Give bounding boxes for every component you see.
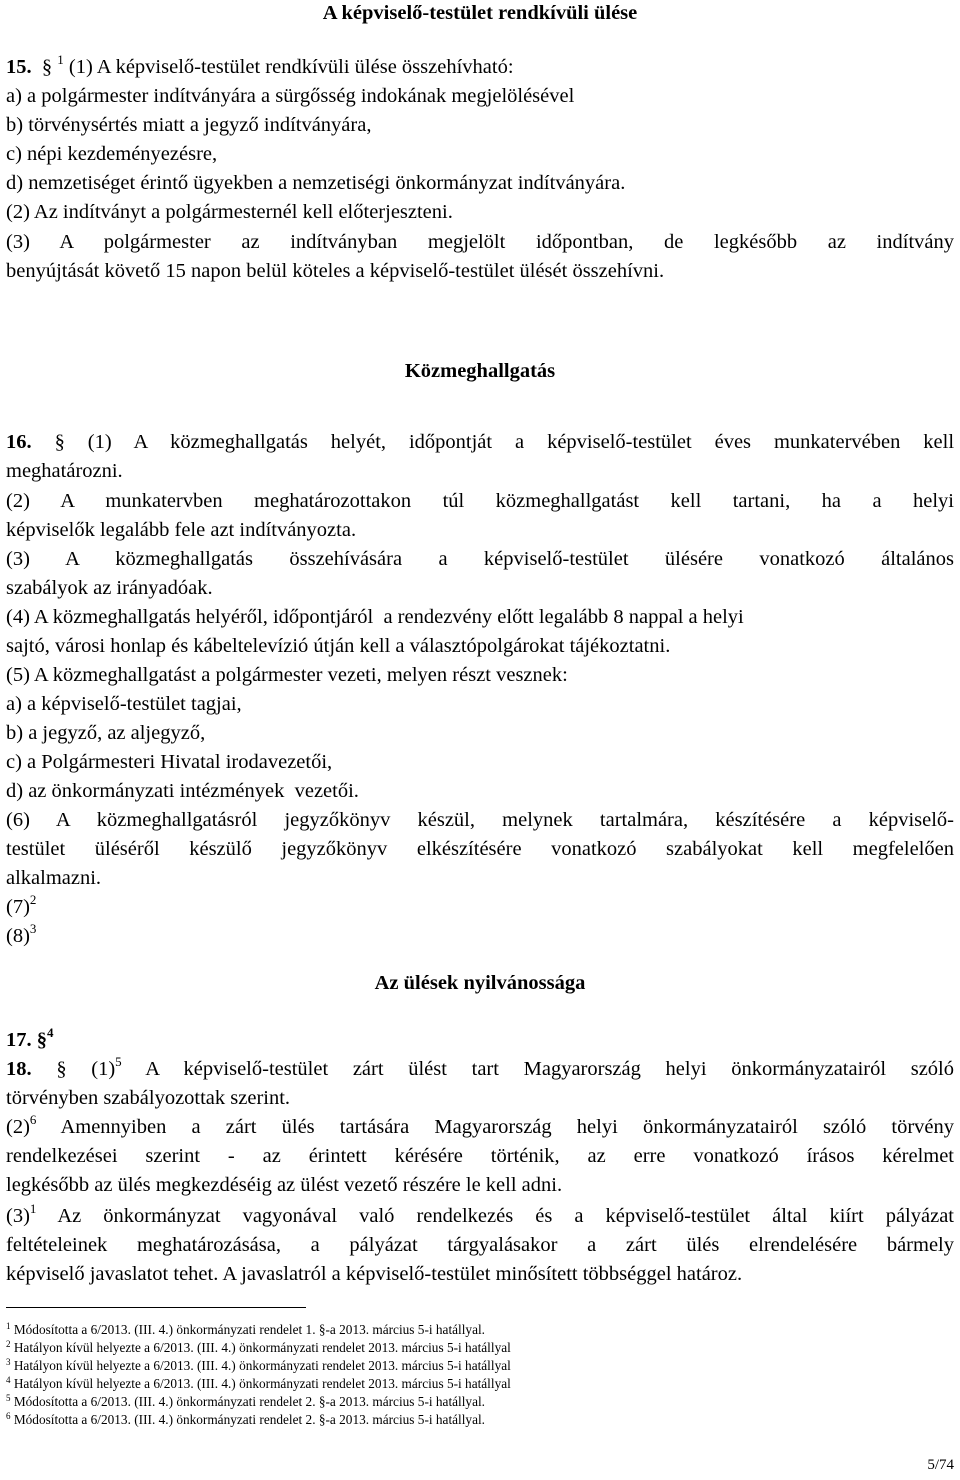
para-1-label: (1) xyxy=(91,1058,116,1080)
section-15-item-a: a) a polgármester indítványára a sürgősség indokának megjelölésével xyxy=(6,85,575,107)
footnote-ref-1[interactable]: 1 xyxy=(29,1203,37,1216)
section-18-para-3 xyxy=(6,1203,954,1229)
section-15-item-b: b) törvénysértés miatt a jegyző indítványára, xyxy=(6,114,372,136)
section-17 xyxy=(6,1027,954,1053)
section-16-para-5: (5) A közmeghallgatást a polgármester vezeti, melyen részt vesznek: xyxy=(6,664,568,686)
section-18-para-1 xyxy=(6,1056,954,1082)
footnote-ref-6[interactable]: 6 xyxy=(29,1114,37,1127)
section-15-para-3-cont: benyújtását követő 15 napon belül köteles a képviselő-testület ülését összehívni. xyxy=(6,260,665,282)
page-number: 5/74 xyxy=(927,1457,954,1473)
section-16-para-3: (3) A közmeghallgatás összehívására a képviselő-testület ülésére vonatkozó általános xyxy=(6,548,954,570)
footnote-separator xyxy=(6,1307,306,1308)
section-16-para-6: (6) A közmeghallgatásról jegyzőkönyv készül, melynek tartalmára, készítésére a képviselő- xyxy=(6,809,954,831)
section-16-para-8 xyxy=(6,923,954,949)
heading-nyilvanossag: Az ülések nyilvánossága xyxy=(374,972,586,994)
section-18-para-2-end: legkésőbb az ülés megkezdéséig az ülést vezető részére le kell adni. xyxy=(6,1174,563,1196)
section-18-para-1-cont: törvényben szabályozottak szerint. xyxy=(6,1087,291,1109)
section-16-number: 16. xyxy=(6,431,32,453)
section-sign: § xyxy=(36,1029,47,1051)
section-18-para-2 xyxy=(6,1114,954,1140)
section-15-text: (1) A képviselő-testület rendkívüli ülése összehívható: xyxy=(68,56,514,78)
para-8-label: (8) xyxy=(6,925,30,947)
footnote-1: $^1$ Módosította a 6/2013. (III. 4.) önkormányzati rendelet 1. §-a 2013. március 5-i hatállyal. xyxy=(6,1321,485,1337)
footnote-ref-2[interactable]: 2 xyxy=(29,892,37,907)
section-18-para-3-cont: feltételeinek meghatározásása, a pályázat tárgyalásakor a zárt ülés elrendelésére bármely xyxy=(6,1234,954,1256)
footnote-ref-3[interactable]: 3 xyxy=(29,921,37,936)
footnote-6: $^6$ Módosította a 6/2013. (III. 4.) önkormányzati rendelet 2. §-a 2013. március 5-i hatállyal. xyxy=(6,1411,485,1427)
para-2-label: (2) xyxy=(6,1116,30,1138)
section-16-para-6-end: alkalmazni. xyxy=(6,867,102,889)
section-16-para-4: (4) A közmeghallgatás helyéről, időpontjáról a rendezvény előtt legalább 8 nappal a helyi xyxy=(6,606,744,628)
section-15-item-d: d) nemzetiséget érintő ügyekben a nemzetiségi önkormányzat indítványára. xyxy=(6,172,626,194)
para-3-label: (3) xyxy=(6,1205,30,1227)
section-sign: § xyxy=(54,431,65,453)
section-18-para-2-cont: rendelkezései szerint - az érintett kérésére történik, az erre vonatkozó írásos kérelmet xyxy=(6,1145,954,1167)
section-15-para-2: (2) Az indítványt a polgármesternél kell előterjeszteni. xyxy=(6,201,453,223)
section-sign: § xyxy=(41,56,53,78)
section-16-item-c: c) a Polgármesteri Hivatal irodavezetői, xyxy=(6,751,333,773)
section-16-para-2: (2) A munkatervben meghatározottakon túl közmeghallgatást kell tartani, ha a helyi xyxy=(6,490,954,512)
page-title: A képviselő-testület rendkívüli ülése xyxy=(322,2,638,24)
section-15-para-3: (3) A polgármester az indítványban megjelölt időpontban, de legkésőbb az indítvány xyxy=(6,231,954,253)
footnote-3: $^3$ Hatályon kívül helyezte a 6/2013. (III. 4.) önkormányzati rendelet 2013. március 5-i hatállyal xyxy=(6,1357,511,1373)
heading-kozmeghallgatas: Közmeghallgatás xyxy=(404,360,556,382)
section-18-number: 18. xyxy=(6,1058,32,1080)
section-16-para-3-cont: szabályok az irányadóak. xyxy=(6,577,213,599)
footnote-ref-5[interactable]: 5 xyxy=(115,1056,122,1069)
footnote-4: $^4$ Hatályon kívül helyezte a 6/2013. (III. 4.) önkormányzati rendelet 2013. március 5-i hatállyal xyxy=(6,1375,511,1391)
section-16-para-4-cont: sajtó, városi honlap és kábeltelevízió útján kell a választópolgárokat tájékoztatni. xyxy=(6,635,671,657)
section-18-para-3-text: Az önkormányzat vagyonával való rendelkezés és a képviselő-testület által kiírt pályázat xyxy=(57,1205,954,1227)
section-16-item-d: d) az önkormányzati intézmények vezetői. xyxy=(6,780,359,802)
section-16-para-1: (1) A közmeghallgatás helyét, időpontját a képviselő-testület éves munkatervében kell xyxy=(87,431,954,453)
footnote-ref-4[interactable]: 4 xyxy=(47,1025,54,1040)
footnote-2: $^2$ Hatályon kívül helyezte a 6/2013. (III. 4.) önkormányzati rendelet 2013. március 5-i hatállyal xyxy=(6,1339,511,1355)
section-16-para-7 xyxy=(6,894,954,920)
para-7-label: (7) xyxy=(6,896,30,918)
section-sign: § xyxy=(56,1058,67,1080)
section-15-line-1 xyxy=(6,54,954,80)
section-17-number: 17. xyxy=(6,1029,32,1051)
section-16-para-2-cont: képviselők legalább fele azt indítványozta. xyxy=(6,519,357,541)
section-16-item-a: a) a képviselő-testület tagjai, xyxy=(6,693,242,715)
footnote-ref-1[interactable]: 1 xyxy=(57,52,64,67)
section-18-para-1-text: A képviselő-testület zárt ülést tart Magyarország helyi önkormányzatairól szóló xyxy=(145,1058,954,1080)
section-15-item-c: c) népi kezdeményezésre, xyxy=(6,143,218,165)
section-16-item-b: b) a jegyző, az aljegyző, xyxy=(6,722,206,744)
section-15-number: 15. xyxy=(6,56,32,78)
footnote-5: $^5$ Módosította a 6/2013. (III. 4.) önkormányzati rendelet 2. §-a 2013. március 5-i hatállyal. xyxy=(6,1393,485,1409)
section-16-para-1-cont: meghatározni. xyxy=(6,460,123,482)
section-16-para-6-cont: testület üléséről készülő jegyzőkönyv elkészítésére vonatkozó szabályokat kell megfelelően xyxy=(6,838,954,860)
section-18-para-2-text: Amennyiben a zárt ülés tartására Magyarország helyi önkormányzatairól szóló törvény xyxy=(60,1116,954,1138)
section-18-para-3-end: képviselő javaslatot tehet. A javaslatról a képviselő-testület minősített többséggel határoz. xyxy=(6,1263,743,1285)
section-16-line-1 xyxy=(6,429,954,455)
